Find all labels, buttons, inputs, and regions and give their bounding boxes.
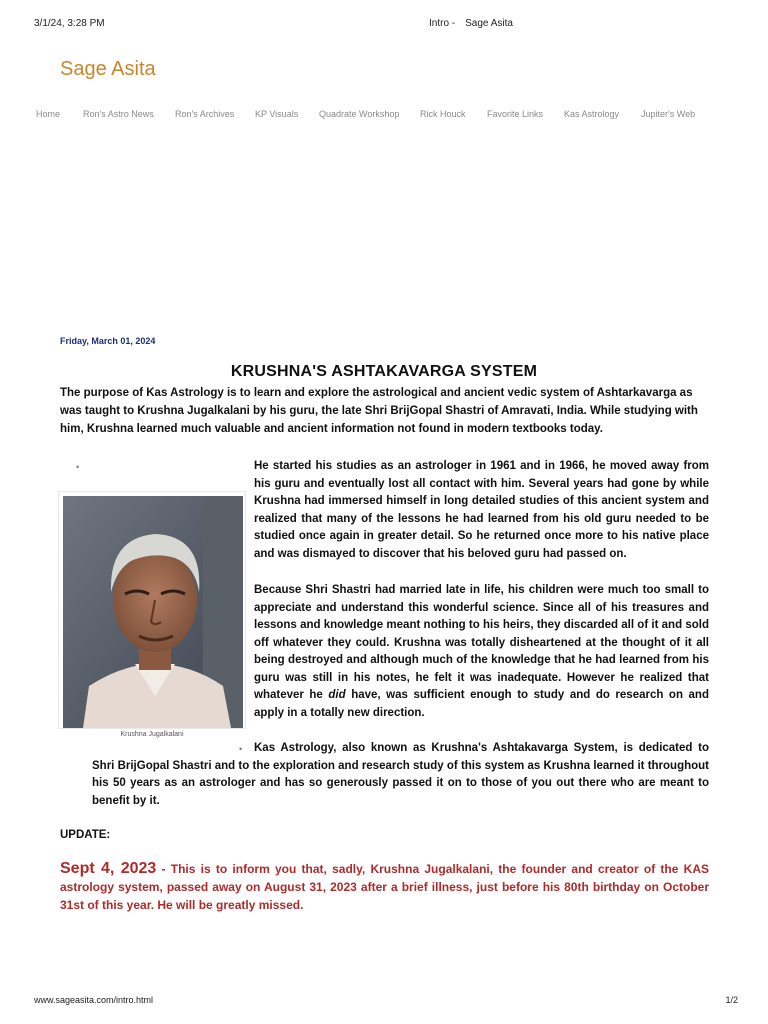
portrait-image <box>58 491 246 729</box>
obituary-notice <box>60 860 709 914</box>
obituary-date: Sept 4, 2023 <box>60 860 157 877</box>
page-title-right: Sage Asita <box>465 18 513 29</box>
list-bullet: • <box>76 462 80 472</box>
print-timestamp: 3/1/24, 3:28 PM <box>34 18 105 29</box>
print-url: www.sageasita.com/intro.html <box>34 995 154 1005</box>
portrait-photo <box>63 496 243 728</box>
print-page-number: 1/2 <box>725 995 738 1005</box>
obituary-separator: - <box>156 862 171 876</box>
nav-item-rons-archives[interactable]: Ron's Archives <box>175 109 235 119</box>
page-title-left: Intro - <box>429 18 456 29</box>
nav-item-home[interactable]: Home <box>36 109 61 119</box>
post-date: Friday, March 01, 2024 <box>60 336 156 346</box>
emphasis-did: did <box>328 689 346 701</box>
print-header <box>34 18 738 32</box>
story-paragraph-2-start: Because Shri Shastri had married late in life, his children were much too small to appreciate and understand this wonderful science. Since all of his treasures and lessons and knowledge meant nothing to his heirs, they discarded all of it and sold off whatever they could. Krushna was totally disheartened at the thought of it all being destroyed and although much of the knowledge that he had learned from his guru was still in his notes, he felt it was inadequate. However he realized that whatever he <box>254 584 709 701</box>
nav-item-quadrate-workshop[interactable]: Quadrate Workshop <box>319 109 400 119</box>
main-nav <box>36 109 738 123</box>
nav-item-favorite-links[interactable]: Favorite Links <box>487 109 544 119</box>
print-page-title <box>429 18 513 29</box>
nav-item-rick-houck[interactable]: Rick Houck <box>420 109 466 119</box>
print-footer <box>34 995 738 1009</box>
list-bullet: • <box>239 744 243 754</box>
photo-caption: Krushna Jugalkalani <box>120 731 184 738</box>
nav-item-kas-astrology[interactable]: Kas Astrology <box>564 109 620 119</box>
intro-paragraph: The purpose of Kas Astrology is to learn and explore the astrological and ancient vedic system of Ashtarkavarga as was taught to Krushna Jugalkalani by his guru, the late Shri BrijGopal Shastri of Amravati, India. While studying with him, Krushna learned much valuable and ancient information not found in modern textbooks today. <box>60 387 698 435</box>
story-paragraph-2 <box>254 582 709 722</box>
story-paragraph-2-end: have, was sufficient enough to study and do research on and apply in a totally new direction. <box>254 689 709 719</box>
nav-item-jupiters-web[interactable]: Jupiter's Web <box>641 109 696 119</box>
obituary-text: This is to inform you that, sadly, Krushna Jugalkalani, the founder and creator of the KAS astrology system, passed away on August 31, 2023 after a brief illness, just before his 80th birthday on October 31st of this year. He will be greatly missed. <box>60 862 709 912</box>
update-label: UPDATE: <box>60 829 111 841</box>
story-paragraph-1: He started his studies as an astrologer in 1961 and in 1966, he moved away from his guru and eventually lost all contact with him. Several years had gone by while Krushna had immersed himself in long detailed studies of this ancient system and realized that many of the lessons he had learned from his old guru needed to be studied once again in greater detail. So he returned once more to his native place and was dismayed to discover that his beloved guru had passed on. <box>254 460 709 560</box>
site-title[interactable]: Sage Asita <box>60 58 156 80</box>
kas-astrology-paragraph: Kas Astrology, also known as Krushna's Ashtakavarga System, is dedicated to Shri BrijGopal Shastri and to the exploration and research study of this system as Krushna learned it throughout his 50 years as an astrologer and has so generously passed it on to those of you out there who are meant to benefit by it. <box>92 742 709 807</box>
nav-item-rons-astro-news[interactable]: Ron's Astro News <box>83 109 154 119</box>
nav-item-kp-visuals[interactable]: KP Visuals <box>255 109 299 119</box>
post-headline: KRUSHNA'S ASHTAKAVARGA SYSTEM <box>230 362 538 380</box>
